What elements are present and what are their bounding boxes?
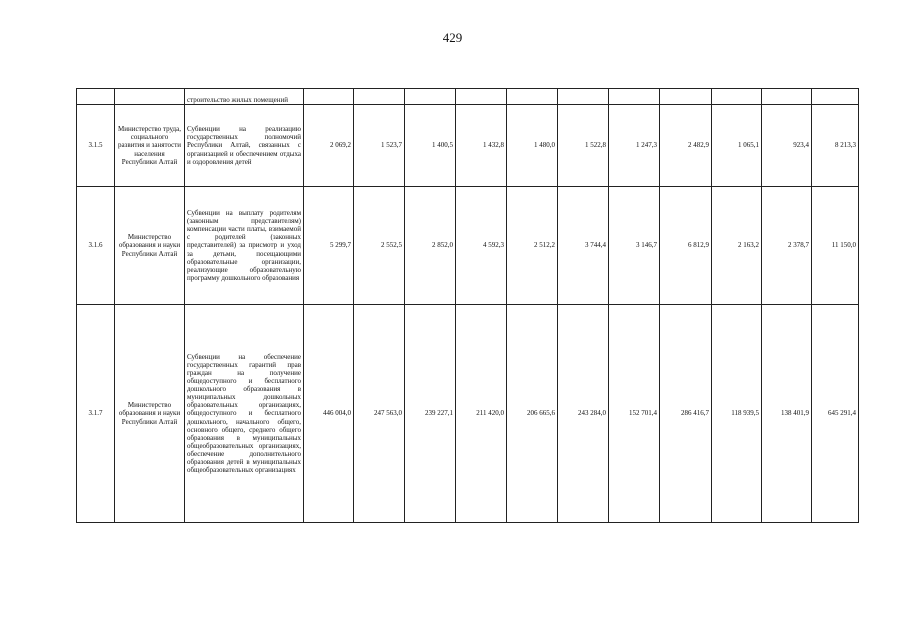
value-cell: 1 432,8 [456, 105, 507, 187]
value-cell: 2 378,7 [762, 187, 812, 305]
value-cell [712, 89, 762, 105]
budget-table [76, 88, 859, 523]
table-row [77, 89, 859, 105]
value-cell: 247 563,0 [354, 305, 405, 523]
page-number: 429 [442, 30, 463, 45]
table-row [77, 105, 859, 187]
responsible-organization [115, 89, 185, 105]
value-cell: 2 069,2 [304, 105, 354, 187]
row-number: 3.1.7 [77, 305, 115, 523]
value-cell: 3 744,4 [558, 187, 609, 305]
value-cell: 11 150,0 [812, 187, 859, 305]
value-cell: 1 480,0 [507, 105, 558, 187]
value-cell: 8 213,3 [812, 105, 859, 187]
value-cell: 2 552,5 [354, 187, 405, 305]
value-cell: 446 004,0 [304, 305, 354, 523]
measure-description: Субвенции на выплату родителям (законным представителям) компенсации части платы, взимаемой с родителей (законных представителей) за присмотр и уход за детьми, посещающими образовательные организации, реализующие образовательную программу дошкольного образования [185, 187, 304, 305]
value-cell [762, 89, 812, 105]
table-row [77, 305, 859, 523]
value-cell [507, 89, 558, 105]
value-cell: 3 146,7 [609, 187, 660, 305]
value-cell [660, 89, 712, 105]
table-row [77, 187, 859, 305]
value-cell: 4 592,3 [456, 187, 507, 305]
value-cell [456, 89, 507, 105]
value-cell: 6 812,9 [660, 187, 712, 305]
responsible-organization: Министерство труда, социального развития и занятости населения Республики Алтай [115, 105, 185, 187]
value-cell: 211 420,0 [456, 305, 507, 523]
responsible-organization: Министерство образования и науки Республики Алтай [115, 305, 185, 523]
value-cell [558, 89, 609, 105]
value-cell: 1 523,7 [354, 105, 405, 187]
value-cell: 5 299,7 [304, 187, 354, 305]
row-number [77, 89, 115, 105]
measure-description: Субвенции на обеспечение государственных гарантий прав граждан на получение общедоступного и бесплатного дошкольного образования в муниципальных дошкольных образовательных организациях, общедоступного и бесплатного дошкольного, начального общего, основного общего, среднего общего образования в муниципальных общеобразовательных организациях, обеспечение дополнительного образования детей в муниципальных общеобразовательных организациях [185, 305, 304, 523]
value-cell [354, 89, 405, 105]
responsible-organization: Министерство образования и науки Республики Алтай [115, 187, 185, 305]
value-cell: 1 065,1 [712, 105, 762, 187]
value-cell: 206 665,6 [507, 305, 558, 523]
value-cell: 239 227,1 [405, 305, 456, 523]
value-cell: 2 482,9 [660, 105, 712, 187]
row-number: 3.1.6 [77, 187, 115, 305]
value-cell: 243 284,0 [558, 305, 609, 523]
value-cell: 138 401,9 [762, 305, 812, 523]
value-cell [405, 89, 456, 105]
value-cell [304, 89, 354, 105]
value-cell: 152 701,4 [609, 305, 660, 523]
value-cell: 645 291,4 [812, 305, 859, 523]
value-cell: 2 852,0 [405, 187, 456, 305]
value-cell: 2 163,2 [712, 187, 762, 305]
value-cell: 1 522,8 [558, 105, 609, 187]
value-cell: 2 512,2 [507, 187, 558, 305]
value-cell [609, 89, 660, 105]
value-cell: 1 400,5 [405, 105, 456, 187]
value-cell: 923,4 [762, 105, 812, 187]
value-cell: 286 416,7 [660, 305, 712, 523]
row-number: 3.1.5 [77, 105, 115, 187]
value-cell: 1 247,3 [609, 105, 660, 187]
value-cell [812, 89, 859, 105]
value-cell: 118 939,5 [712, 305, 762, 523]
measure-description: строительство жилых помещений [185, 89, 304, 105]
measure-description: Субвенции на реализацию государственных полномочий Республики Алтай, связанных с организацией и обеспечением отдыха и оздоровления детей [185, 105, 304, 187]
